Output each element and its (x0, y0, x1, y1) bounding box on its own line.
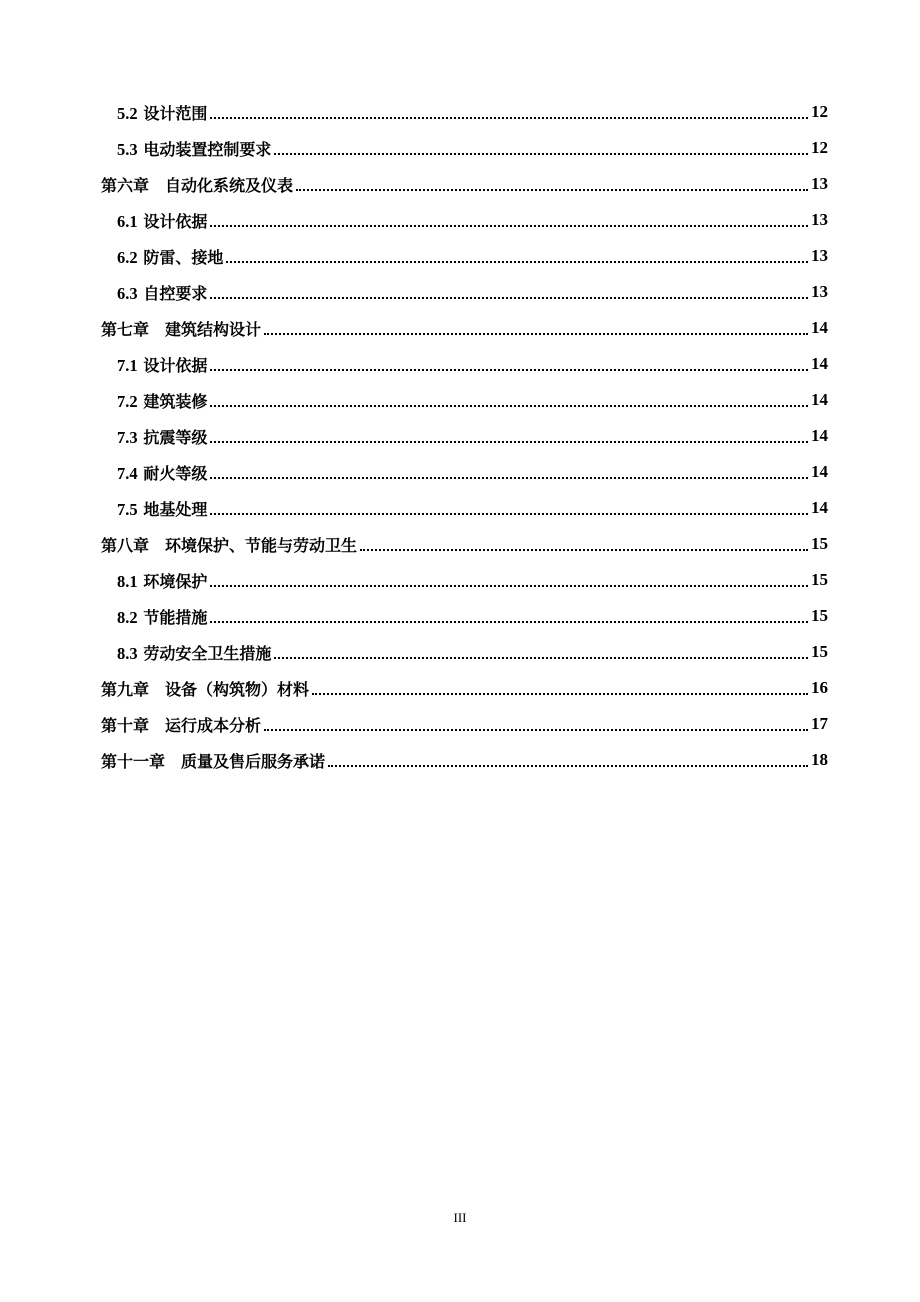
dot-leader (210, 477, 808, 479)
toc-page-number: 13 (811, 174, 828, 193)
dot-leader (296, 189, 808, 191)
toc-entry-text: 第十一章 质量及售后服务承诺 (101, 751, 326, 771)
toc-entry-6-1[interactable] (117, 202, 828, 238)
toc-entry-title (117, 569, 207, 592)
toc-page-number: 15 (811, 606, 828, 625)
toc-entry-7-3[interactable] (117, 418, 828, 454)
toc-entry-text: 第八章 环境保护、节能与劳动卫生 (101, 535, 358, 555)
toc-entry-title (117, 605, 207, 628)
toc-entry-7-5[interactable] (117, 490, 828, 526)
toc-entry-text: 第十章 运行成本分析 (101, 715, 262, 735)
toc-entry-text: 设计范围 (143, 103, 208, 123)
toc-entry-title (101, 317, 261, 340)
toc-entry-8-3[interactable] (117, 634, 828, 670)
dot-leader (210, 297, 808, 299)
toc-page-number: 13 (811, 282, 828, 301)
dot-leader (210, 405, 808, 407)
toc-entry-title (101, 173, 293, 196)
toc-page-number: 15 (811, 534, 828, 553)
toc-entry-7-1[interactable] (117, 346, 828, 382)
toc-page-number: 14 (811, 498, 828, 517)
toc-entry-8-2[interactable] (117, 598, 828, 634)
toc-section-number: 7.5 (117, 499, 138, 519)
toc-page-number: 13 (811, 210, 828, 229)
toc-entry-title (117, 461, 207, 484)
toc-entry-title (117, 209, 207, 232)
toc-entry-chapter-6[interactable] (101, 310, 828, 346)
toc-section-number: 8.3 (117, 643, 138, 663)
dot-leader (226, 261, 808, 263)
toc-entry-chapter-17[interactable] (101, 706, 828, 742)
page-number: III (453, 1210, 467, 1225)
toc-entry-chapter-16[interactable] (101, 670, 828, 706)
toc-entry-title (117, 101, 207, 124)
dot-leader (210, 621, 808, 623)
toc-entry-title (117, 389, 207, 412)
toc-page-number: 14 (811, 426, 828, 445)
toc-entry-text: 设计依据 (143, 211, 208, 231)
dot-leader (328, 765, 808, 767)
dot-leader (312, 693, 808, 695)
toc-entry-7-4[interactable] (117, 454, 828, 490)
toc-entry-text: 第九章 设备（构筑物）材料 (101, 679, 310, 699)
dot-leader (210, 225, 808, 227)
dot-leader (274, 153, 808, 155)
toc-section-number: 6.2 (117, 247, 138, 267)
toc-section-number: 7.4 (117, 463, 138, 483)
toc-page-number: 12 (811, 138, 828, 157)
dot-leader (274, 657, 808, 659)
toc-entry-chapter-12[interactable] (101, 526, 828, 562)
dot-leader (264, 729, 808, 731)
toc-page-number: 14 (811, 462, 828, 481)
toc-entry-chapter-2[interactable] (101, 166, 828, 202)
toc-entry-text: 设计依据 (143, 355, 208, 375)
toc-section-number: 5.3 (117, 139, 138, 159)
toc-entry-title (117, 353, 207, 376)
toc-section-number: 7.3 (117, 427, 138, 447)
dot-leader (210, 513, 808, 515)
table-of-contents (0, 94, 920, 778)
toc-page-number: 14 (811, 390, 828, 409)
dot-leader (210, 441, 808, 443)
toc-section-number: 5.2 (117, 103, 138, 123)
toc-entry-title (117, 497, 207, 520)
toc-entry-text: 地基处理 (143, 499, 208, 519)
toc-section-number: 6.3 (117, 283, 138, 303)
toc-entry-title (117, 245, 223, 268)
toc-entry-chapter-18[interactable] (101, 742, 828, 778)
toc-entry-6-3[interactable] (117, 274, 828, 310)
toc-entry-text: 第七章 建筑结构设计 (101, 319, 262, 339)
toc-entry-title (117, 137, 271, 160)
toc-page-number: 14 (811, 354, 828, 373)
toc-section-number: 6.1 (117, 211, 138, 231)
dot-leader (210, 585, 808, 587)
toc-section-number: 8.2 (117, 607, 138, 627)
toc-page-number: 15 (811, 642, 828, 661)
toc-entry-text: 建筑装修 (143, 391, 208, 411)
toc-page-number: 15 (811, 570, 828, 589)
toc-section-number: 7.2 (117, 391, 138, 411)
toc-entry-title (101, 677, 309, 700)
toc-entry-8-1[interactable] (117, 562, 828, 598)
toc-page-number: 17 (811, 714, 828, 733)
toc-entry-6-2[interactable] (117, 238, 828, 274)
toc-section-number: 7.1 (117, 355, 138, 375)
toc-entry-text: 自控要求 (143, 283, 208, 303)
dot-leader (264, 333, 808, 335)
toc-entry-text: 节能措施 (143, 607, 208, 627)
toc-entry-text: 防雷、接地 (143, 247, 224, 267)
toc-page-number: 18 (811, 750, 828, 769)
toc-entry-text: 劳动安全卫生措施 (143, 643, 272, 663)
toc-entry-text: 第六章 自动化系统及仪表 (101, 175, 294, 195)
toc-entry-5-3[interactable] (117, 130, 828, 166)
toc-page-number: 13 (811, 246, 828, 265)
toc-entry-5-2[interactable] (117, 94, 828, 130)
toc-entry-text: 耐火等级 (143, 463, 208, 483)
toc-entry-text: 电动装置控制要求 (143, 139, 272, 159)
toc-entry-title (101, 713, 261, 736)
toc-entry-7-2[interactable] (117, 382, 828, 418)
toc-page-number: 12 (811, 102, 828, 121)
toc-entry-title (117, 641, 271, 664)
dot-leader (210, 117, 808, 119)
toc-section-number: 8.1 (117, 571, 138, 591)
toc-entry-text: 环境保护 (143, 571, 208, 591)
toc-page-number: 16 (811, 678, 828, 697)
dot-leader (360, 549, 808, 551)
toc-page-number: 14 (811, 318, 828, 337)
toc-entry-title (101, 749, 325, 772)
toc-entry-title (117, 281, 207, 304)
dot-leader (210, 369, 808, 371)
toc-entry-text: 抗震等级 (143, 427, 208, 447)
toc-entry-title (101, 533, 357, 556)
toc-entry-title (117, 425, 207, 448)
